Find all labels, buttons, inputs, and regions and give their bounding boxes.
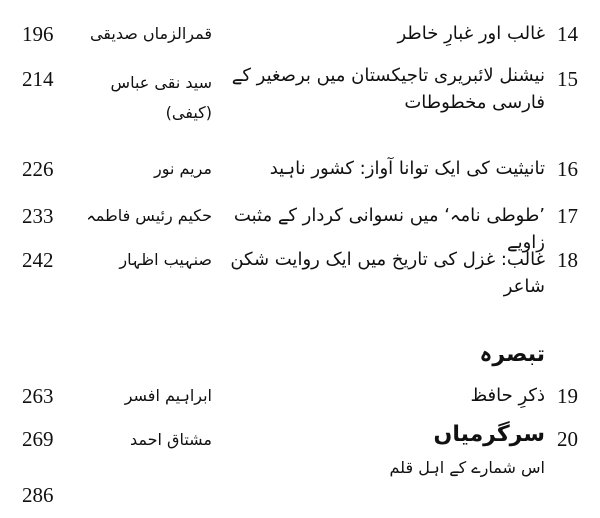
entry-number: 14	[557, 22, 578, 46]
entry-page: 214	[22, 67, 54, 91]
entry-title: نیشنل لائبریری تاجیکستان میں برصغیر کے فارسی مخطوطات	[231, 65, 545, 113]
entry-number: 19	[557, 384, 578, 408]
entry-number: 17	[557, 204, 578, 228]
entry-author: مریم نور	[153, 159, 212, 178]
section-heading-review: تبصرہ	[479, 342, 545, 367]
entry-title: غالب: غزل کی تاریخ میں ایک روایت شکن شاعر	[230, 249, 545, 297]
entry-author: صنہیب اظہار	[119, 250, 212, 269]
entry-page: 263	[22, 384, 54, 408]
entry-page: 242	[22, 248, 54, 272]
entry-author: مشتاق احمد	[129, 430, 212, 449]
entry-title: ذکرِ حافظ	[470, 385, 545, 406]
contributors-title: اس شمارے کے اہل قلم	[389, 458, 545, 477]
entry-page: 233	[22, 204, 54, 228]
section-heading-activities: سرگرمیاں	[433, 422, 545, 447]
entry-author: قمرالزماں صدیقی	[89, 24, 212, 43]
entry-number: 15	[557, 67, 578, 91]
entry-number: 18	[557, 248, 578, 272]
entry-author: ابراہیم افسر	[124, 386, 212, 405]
entry-title: ’طوطی نامہ‘ میں نسوانی کردار کے مثبت زاویے	[233, 205, 545, 253]
entry-number: 16	[557, 157, 578, 181]
entry-page: 269	[22, 427, 54, 451]
contributors-page: 286	[22, 483, 54, 507]
entry-title: غالب اور غبارِ خاطر	[397, 23, 545, 44]
entry-author: حکیم رئیس فاطمہ	[86, 206, 212, 225]
entry-page: 226	[22, 157, 54, 181]
entry-number: 20	[557, 427, 578, 451]
entry-page: 196	[22, 22, 54, 46]
entry-title: تانیثیت کی ایک توانا آواز: کشور ناہید	[269, 158, 545, 179]
entry-author: سید نقی عباس (کیفی)	[110, 73, 212, 123]
